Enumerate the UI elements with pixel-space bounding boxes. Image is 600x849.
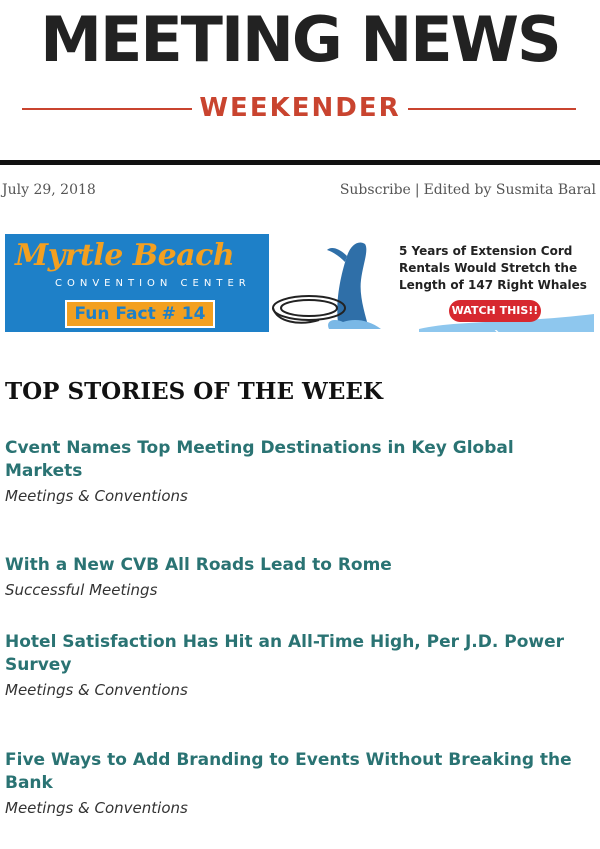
story-source: Successful Meetings (5, 581, 158, 599)
story-source: Meetings & Conventions (5, 487, 188, 505)
banner-fact-panel (269, 234, 594, 339)
meta-links (340, 182, 596, 198)
meta-separator: | (414, 182, 420, 198)
masthead-divider-left (22, 108, 192, 110)
banner-brand-sub: CONVENTION CENTER (55, 278, 251, 289)
fact-line-3: Length of 147 Right Whales (399, 278, 587, 292)
banner-brand-panel (5, 234, 269, 332)
section-heading: TOP STORIES OF THE WEEK (5, 378, 383, 405)
story-title-link[interactable]: Cvent Names Top Meeting Destinations in Key Global Markets (5, 438, 514, 481)
issue-date: July 29, 2018 (2, 182, 96, 198)
masthead-title: MEETING NEWS (40, 3, 560, 76)
editor-credit: Edited by Susmita Baral (423, 182, 596, 198)
fun-fact-box (65, 300, 215, 328)
masthead-divider-right (408, 108, 576, 110)
story-title-link[interactable]: Hotel Satisfaction Has Hit an All-Time High, Per J.D. Power Survey (5, 632, 564, 675)
story-title-link[interactable]: Five Ways to Add Branding to Events Without Breaking the Bank (5, 750, 572, 793)
subscribe-link[interactable]: Subscribe (339, 182, 411, 198)
watch-this-button[interactable]: WATCH THIS!! ➔ (449, 300, 541, 322)
fact-line-2: Rentals Would Stretch the (399, 261, 578, 275)
banner-brand: Myrtle Beach (15, 238, 235, 273)
story-source: Meetings & Conventions (5, 799, 188, 817)
fact-line-1: 5 Years of Extension Cord (399, 244, 573, 258)
ad-banner[interactable] (5, 234, 594, 339)
masthead (0, 0, 600, 160)
fun-fact-label: Fun Fact # 14 (74, 304, 206, 324)
story-item (5, 631, 595, 700)
story-item (5, 554, 595, 600)
header-rule (0, 160, 600, 165)
story-title-link[interactable]: With a New CVB All Roads Lead to Rome (5, 555, 392, 575)
story-source: Meetings & Conventions (5, 681, 188, 699)
masthead-subtitle: WEEKENDER (199, 93, 401, 123)
story-item (5, 749, 595, 818)
story-item (5, 437, 595, 506)
